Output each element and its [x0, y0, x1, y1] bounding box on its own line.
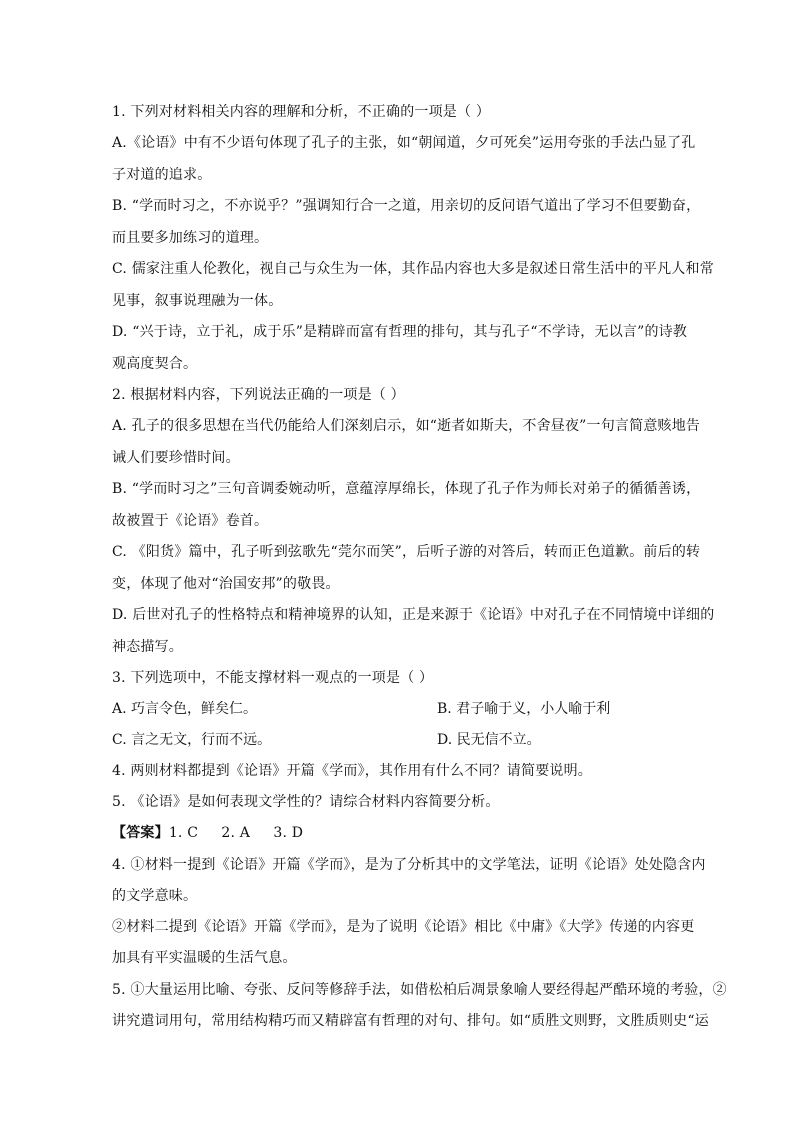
answer-label: 【答案】 — [112, 825, 169, 841]
q3-option-b: B. 君子喻于义，小人喻于利 — [437, 701, 611, 717]
q2-option-b-line1: B. “学而时习之”三句音调委婉动听，意蕴淳厚绵长，体现了孔子作为师长对弟子的循循善诱， — [112, 481, 701, 497]
q2-stem: 2. 根据材料内容，下列说法正确的一项是（ ） — [112, 387, 405, 403]
q2-option-b-line2: 故被置于《论语》卷首。 — [112, 513, 269, 529]
answer4-point2-line2: 加具有平实温暖的生活气息。 — [112, 950, 297, 966]
answer5-line2: 讲究遣词用句，常用结构精巧而又精辟富有哲理的对句、排句。如“质胜文则野，文胜质则史“运 — [112, 1013, 709, 1029]
q2-option-a-line1: A. 孔子的很多思想在当代仍能给人们深刻启示，如“逝者如斯夫，不舍昼夜”一句言简意赅地告 — [112, 418, 701, 434]
q1-stem: 1. 下列对材料相关内容的理解和分析，不正确的一项是（ ） — [112, 104, 491, 120]
q2-option-c-line2: 变，体现了他对“治国安邦”的敬畏。 — [112, 576, 340, 592]
answer5-line1: 5. ①大量运用比喻、夸张、反问等修辞手法，如借松柏后凋景象喻人要经得起严酷环境的考验，② — [112, 982, 727, 998]
answer4-point1-line2: 的文学意味。 — [112, 888, 198, 904]
q1-option-b-line1: B. “学而时习之，不亦说乎？”强调知行合一之道，用亲切的反问语气道出了学习不但要勤奋， — [112, 198, 701, 214]
q1-option-d-line2: 观高度契合。 — [112, 356, 198, 372]
q2-option-a-line2: 诫人们要珍惜时间。 — [112, 450, 240, 466]
q3-option-a: A. 巧言令色，鲜矣仁。 — [112, 701, 258, 717]
q3-option-d: D. 民无信不立。 — [437, 732, 541, 748]
answer4-point1-line1: 4. ①材料一提到《论语》开篇《学而》，是为了分析其中的文学笔法，证明《论语》处处隐含内 — [112, 857, 706, 873]
q1-option-c-line2: 见事，叙事说理融为一体。 — [112, 293, 283, 309]
answer4-point2-line1: ②材料二提到《论语》开篇《学而》，是为了说明《论语》相比《中庸》《大学》传递的内容更 — [112, 919, 695, 935]
q2-option-d-line1: D. 后世对孔子的性格特点和精神境界的认知，正是来源于《论语》中对孔子在不同情境中详细的 — [112, 607, 715, 623]
q3-stem: 3. 下列选项中，不能支撑材料一观点的一项是（ ） — [112, 670, 434, 686]
q4-stem: 4. 两则材料都提到《论语》开篇《学而》，其作用有什么不同？请简要说明。 — [112, 763, 593, 779]
answer-choices: 1. C 2. A 3. D — [168, 825, 304, 841]
q1-option-a-line1: A.《论语》中有不少语句体现了孔子的主张，如“朝闻道，夕可死矣”运用夸张的手法凸显了孔 — [112, 135, 696, 151]
q1-option-d-line1: D. “兴于诗，立于礼，成于乐”是精辟而富有哲理的排句，其与孔子“不学诗，无以言”的诗教 — [112, 324, 688, 340]
q1-option-b-line2: 而且要多加练习的道理。 — [112, 230, 269, 246]
q2-option-d-line2: 神态描写。 — [112, 639, 183, 655]
q1-option-c-line1: C. 儒家注重人伦教化，视自己与众生为一体，其作品内容也大多是叙述日常生活中的平凡人和常 — [112, 261, 714, 277]
q1-option-a-line2: 子对道的追求。 — [112, 167, 212, 183]
q2-option-c-line1: C. 《阳货》篇中，孔子听到弦歌先“莞尔而笑”，后听子游的对答后，转而正色道歉。前后的转 — [112, 544, 701, 560]
q3-option-c: C. 言之无文，行而不远。 — [112, 732, 272, 748]
answer-line — [112, 824, 303, 842]
q5-stem: 5. 《论语》是如何表现文学性的？请综合材料内容简要分析。 — [112, 794, 500, 810]
